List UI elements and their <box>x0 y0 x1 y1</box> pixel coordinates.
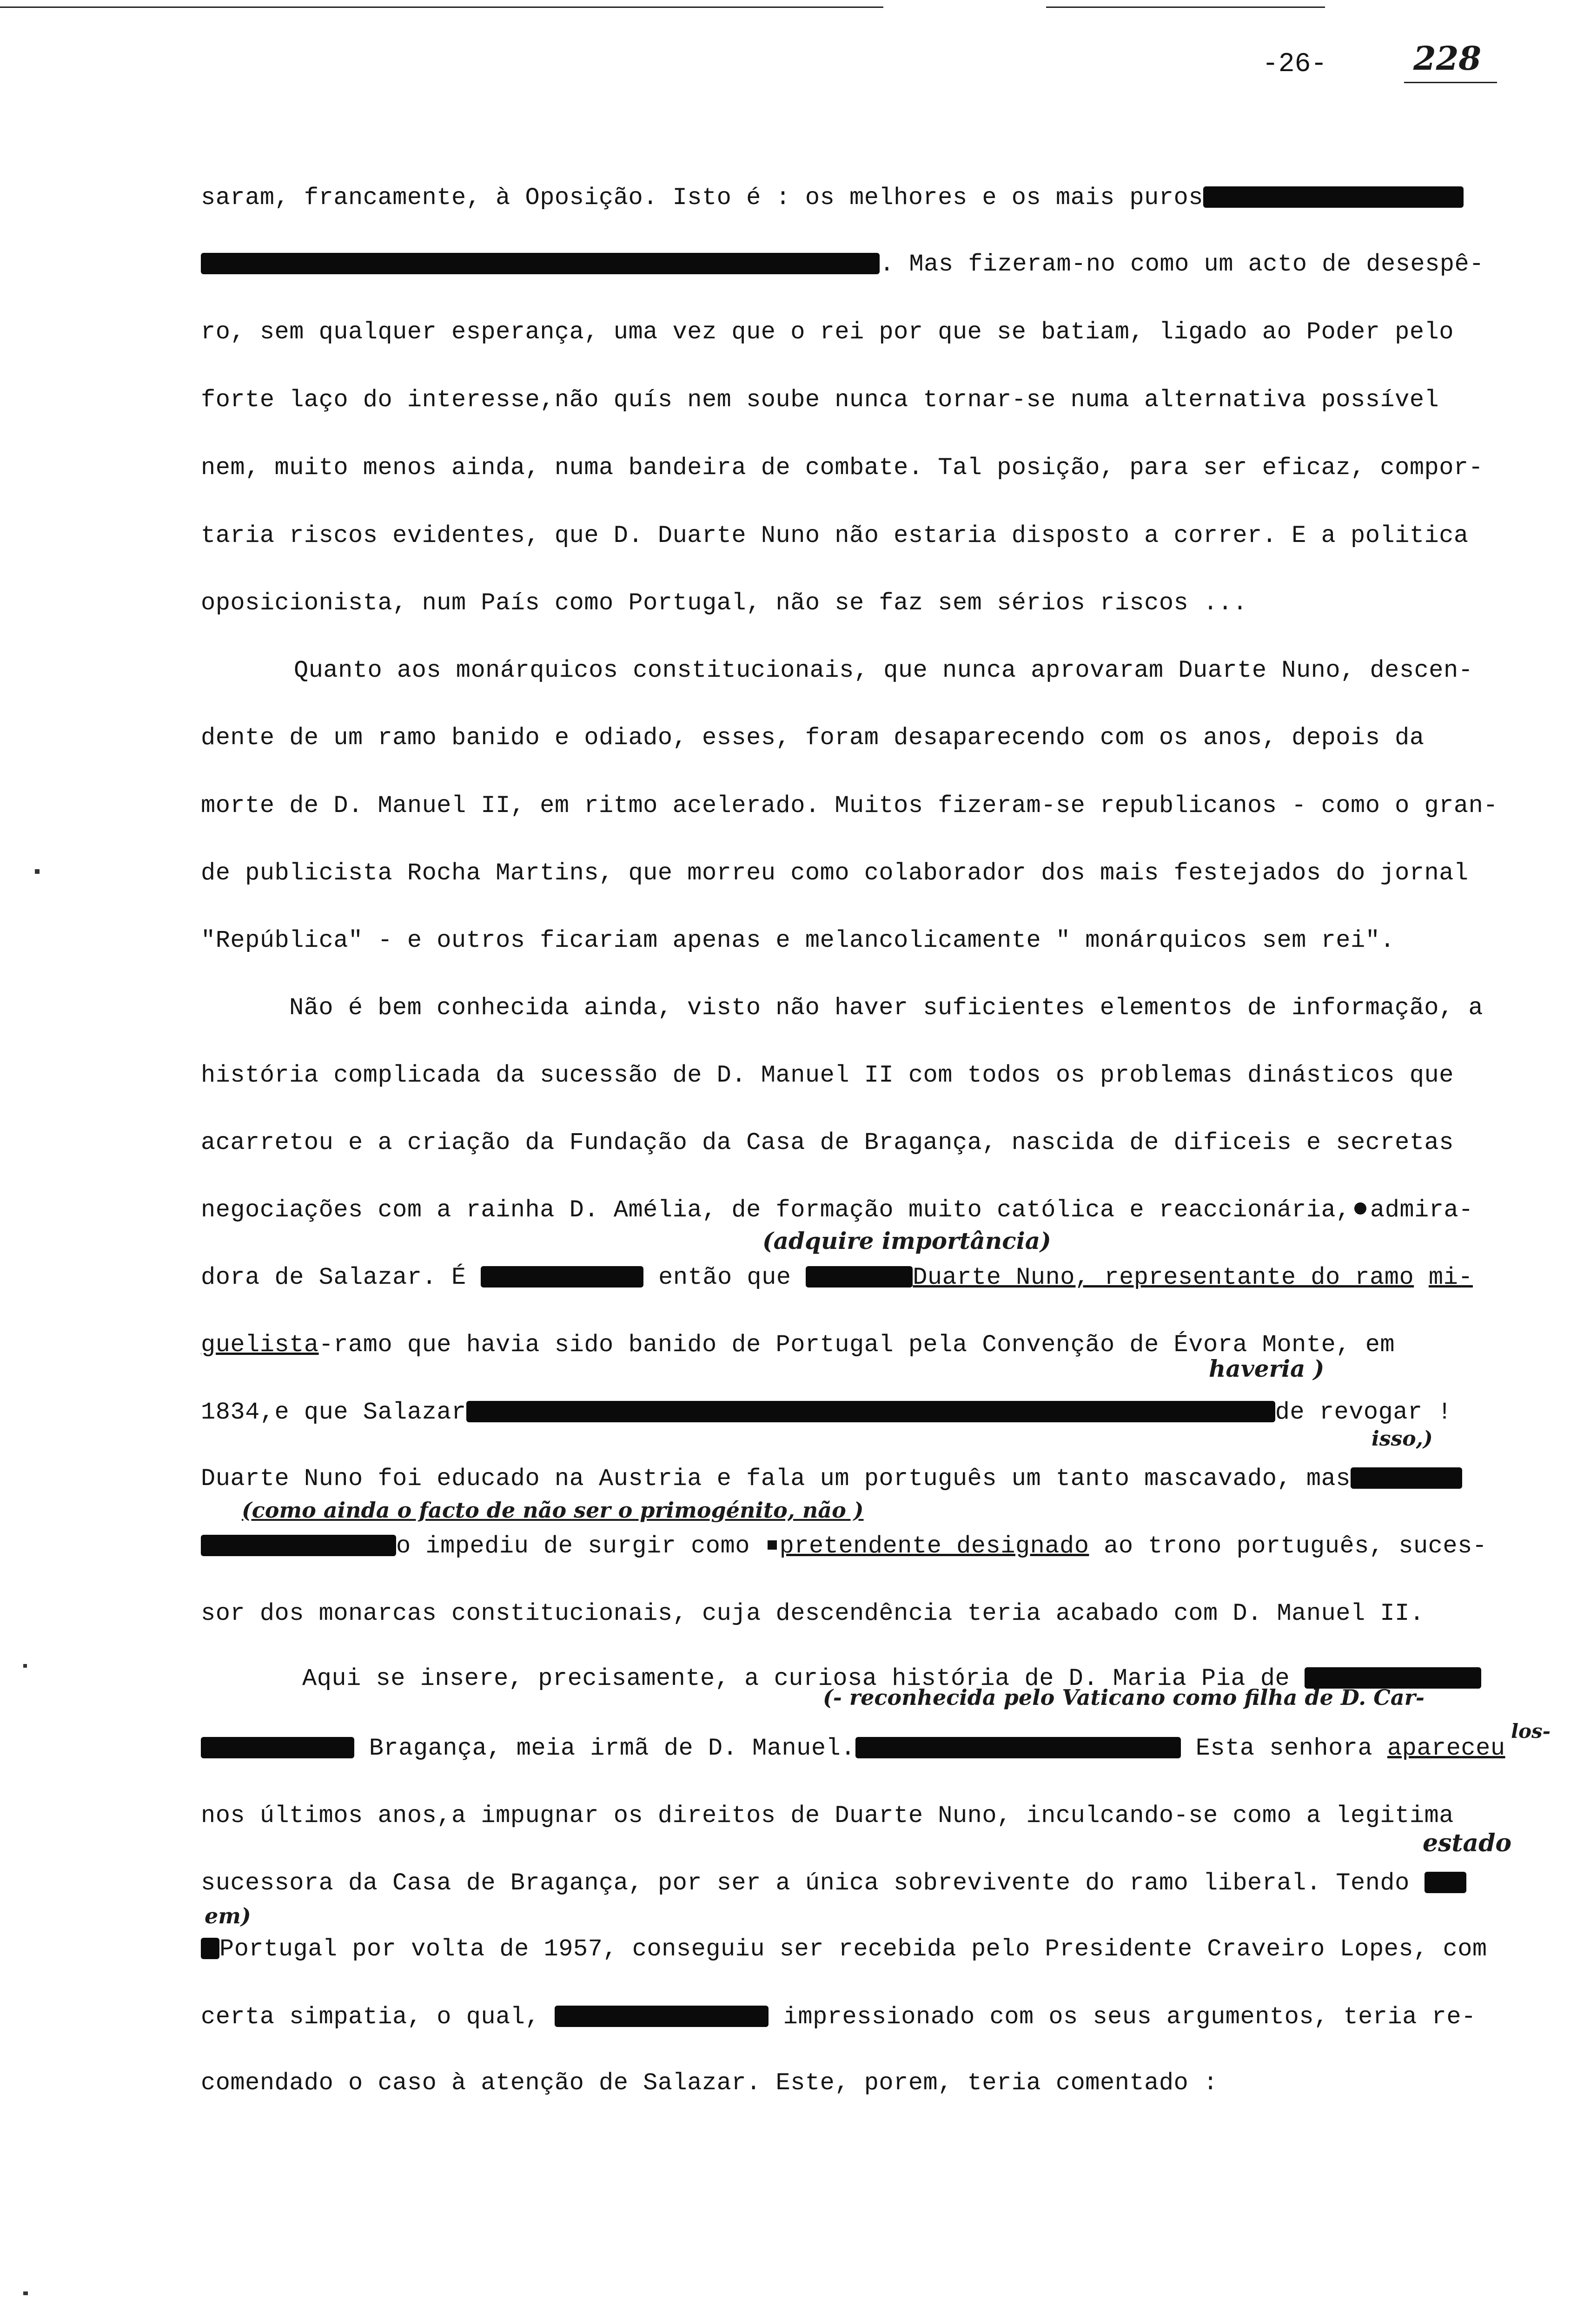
handwritten-estado: estado <box>1423 1829 1512 1857</box>
text-line-6: taria riscos evidentes, que D. Duarte Nuno não estaria disposto a correr. E a politica <box>201 522 1469 549</box>
text-line-20: Duarte Nuno foi educado na Austria e fala um português um tanto mascavado, mas <box>201 1464 1503 1494</box>
text-line-3: ro, sem qualquer esperança, uma vez que o rei por que se batiam, ligado ao Poder pelo <box>201 318 1454 346</box>
text-line-18: guelista-ramo que havia sido banido de Portugal pela Convenção de Évora Monte, em <box>201 1331 1395 1359</box>
text-line-14: história complicada da sucessão de D. Manuel II com todos os problemas dinásticos que <box>201 1062 1454 1089</box>
page-number-underline <box>1404 82 1497 83</box>
redaction-1 <box>1203 186 1464 208</box>
text-line-15: acarretou e a criação da Fundação da Casa de Bragança, nascida de dificeis e secretas <box>201 1129 1454 1156</box>
scan-top-edge-2 <box>1046 7 1325 8</box>
text-line-5: nem, muito menos ainda, numa bandeira de combate. Tal posição, para ser eficaz, compor- <box>201 454 1484 482</box>
text-line-29: comendado o caso à atenção de Salazar. Este, porem, teria comentado : <box>201 2069 1218 2097</box>
text-line-8: Quanto aos monárquicos constitucionais, que nunca aprovaram Duarte Nuno, descen- <box>294 657 1473 684</box>
text-line-7: oposicionista, num País como Portugal, não se faz sem sérios riscos ... <box>201 589 1248 617</box>
text-line-16: negociações com a rainha D. Amélia, de formação muito católica e reaccionária, admira- <box>201 1196 1473 1224</box>
redaction-4 <box>806 1266 913 1287</box>
text-line-28: certa simpatia, o qual, impressionado com os seus argumentos, teria re- <box>201 2003 1476 2031</box>
redaction-5 <box>466 1401 1275 1422</box>
handwritten-haveria: haveria ) <box>1209 1355 1325 1382</box>
redaction-6 <box>1351 1467 1462 1489</box>
page-number: -26- <box>1262 49 1327 79</box>
redaction-12 <box>201 1938 219 1959</box>
text-line-23: Aqui se insere, precisamente, a curiosa história de D. Maria Pia de <box>302 1664 1511 1694</box>
handwritten-isso: isso,) <box>1372 1427 1433 1451</box>
scan-speck <box>23 1664 27 1668</box>
text-line-25: nos últimos anos,a impugnar os direitos de Duarte Nuno, inculcando-se como a legitima <box>201 1802 1454 1829</box>
handwritten-los: los- <box>1511 1720 1551 1743</box>
redaction-9 <box>201 1737 354 1758</box>
text-line-27: Portugal por volta de 1957, conseguiu ser recebida pelo Presidente Craveiro Lopes, com <box>201 1934 1503 1964</box>
text-line-2: . Mas fizeram-no como um acto de desespê- <box>201 250 1503 279</box>
text-line-10: morte de D. Manuel II, em ritmo acelerado. Muitos fizeram-se republicanos - como o gran- <box>201 792 1498 819</box>
redaction-2 <box>201 253 880 274</box>
handwritten-adquire-importancia: (adquire importância) <box>762 1227 1051 1254</box>
redaction-10 <box>855 1737 1181 1758</box>
text-line-19: 1834,e que Salazar de revogar ! <box>201 1399 1452 1426</box>
handwritten-em: em) <box>205 1903 251 1928</box>
text-line-21: o impediu de surgir como pretendente designado ao trono português, suces- <box>201 1532 1503 1561</box>
text-line-17: dora de Salazar. É então que Duarte Nuno, representante do ramo mi- <box>201 1264 1473 1291</box>
text-line-12: "República" - e outros ficariam apenas e melancolicamente " monárquicos sem rei". <box>201 927 1395 954</box>
text-line-4: forte laço do interesse,não quís nem soube nunca tornar-se numa alternativa possível <box>201 386 1439 414</box>
text-line-11: de publicista Rocha Martins, que morreu como colaborador dos mais festejados do jornal <box>201 859 1469 887</box>
redaction-11 <box>1425 1872 1466 1893</box>
handwritten-como-ainda: (como ainda o facto de não ser o primogénito, não ) <box>242 1498 864 1523</box>
text-line-9: dente de um ramo banido e odiado, esses, foram desaparecendo com os anos, depois da <box>201 724 1425 752</box>
redaction-13 <box>555 2006 769 2027</box>
scan-speck <box>35 869 40 874</box>
handwritten-reconhecida: (- reconhecida pelo Vaticano como filha de D. Car- <box>823 1685 1425 1710</box>
handwritten-page-number: 228 <box>1413 39 1482 78</box>
scan-speck <box>23 2291 28 2295</box>
text-line-26: sucessora da Casa de Bragança, por ser a única sobrevivente do ramo liberal. Tendo <box>201 1868 1503 1898</box>
redaction-3 <box>481 1266 643 1287</box>
text-line-22: sor dos monarcas constitucionais, cuja descendência teria acabado com D. Manuel II. <box>201 1600 1425 1627</box>
text-line-24: Bragança, meia irmã de D. Manuel. Esta senhora apareceu <box>201 1734 1503 1763</box>
ink-blot <box>1354 1202 1366 1215</box>
redaction-7 <box>201 1535 396 1556</box>
scan-top-edge <box>0 7 883 8</box>
ink-mark <box>768 1540 777 1550</box>
text-line-13: Não é bem conhecida ainda, visto não haver suficientes elementos de informação, a <box>289 994 1484 1022</box>
text-line-1: saram, francamente, à Oposição. Isto é : os melhores e os mais puros <box>201 183 1503 213</box>
